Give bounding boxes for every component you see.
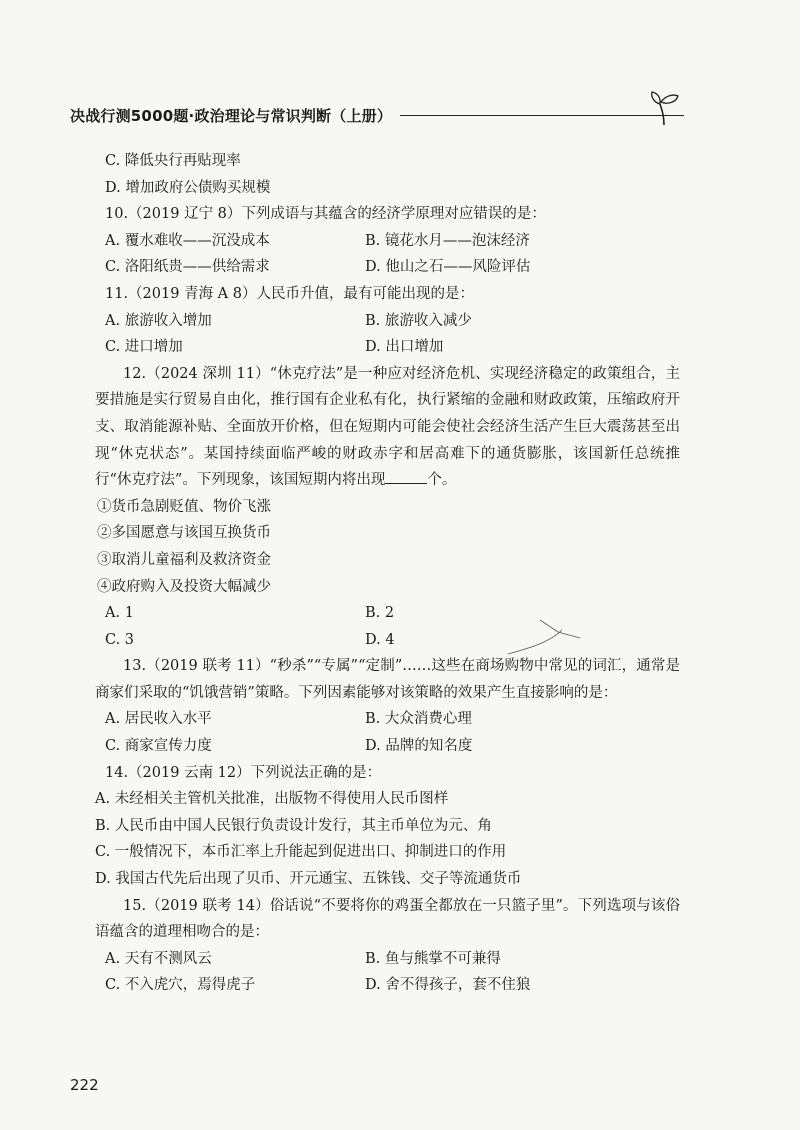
q15-options-row2 [95,972,680,999]
q14-stem: 14.（2019 云南 12）下列说法正确的是： [105,764,382,781]
q15-option-a: A. 天有不测风云 [105,950,212,967]
q12-item-4: ④政府购入及投资大幅减少 [97,578,271,595]
q15-options-row1 [95,946,680,973]
q11-option-b: B. 旅游收入减少 [365,312,472,329]
q12-item-1: ①货币急剧贬值、物价飞涨 [97,498,271,515]
q15-option-b: B. 鱼与熊掌不可兼得 [365,950,501,967]
pencil-mark [500,612,590,662]
q12-stem [95,361,680,494]
q11-stem: 11.（2019 青海 A 8）人民币升值，最有可能出现的是： [105,285,474,302]
q10-options-row2 [95,254,680,281]
q11-options-row1 [95,308,680,335]
q12-option-c: C. 3 [105,631,135,648]
running-header [70,100,690,130]
q10-options-row1 [95,228,680,255]
q12-option-b: B. 2 [365,605,395,622]
q11-option-a: A. 旅游收入增加 [105,312,212,329]
page-body [95,148,680,999]
q13-options-row1 [95,706,680,733]
q12-option-d: D. 4 [365,631,395,648]
q10-option-c: C. 洛阳纸贵——供给需求 [105,259,270,276]
q12-option-a: A. 1 [105,605,134,622]
q12-options-row1 [95,600,680,627]
q9-option-d: D. 增加政府公债购买规模 [105,179,271,196]
q10-option-b: B. 镜花水月——泡沫经济 [365,232,530,249]
q12-stem-end: 个。 [427,472,457,489]
answer-blank [385,469,427,484]
q12-item-3: ③取消儿童福利及救济资金 [97,551,271,568]
q10-option-a: A. 覆水难收——沉没成本 [105,232,270,249]
book-title: 决战行测5000题·政治理论与常识判断（上册） [70,106,393,125]
q11-option-c: C. 进口增加 [105,339,183,356]
q13-option-c: C. 商家宣传力度 [105,738,212,755]
q12-item-2: ②多国愿意与该国互换货币 [97,525,271,542]
q15-option-d: D. 舍不得孩子，套不住狼 [365,977,531,994]
sprout-icon [650,90,680,126]
q9-option-c: C. 降低央行再贴现率 [105,153,241,169]
q13-option-d: D. 品牌的知名度 [365,738,473,755]
q15-stem: 15.（2019 联考 14）俗话说“不要将你的鸡蛋全都放在一只篮子里”。下列选项与该俗语蕴含的道理相吻合的是： [95,897,680,941]
header-rule [400,115,684,116]
q14-option-b: B. 人民币由中国人民银行负责设计发行，其主币单位为元、角 [95,817,492,834]
q15-option-c: C. 不入虎穴，焉得虎子 [105,977,256,994]
q13-stem: 13.（2019 联考 11）“秒杀”“专属”“定制”……这些在商场购物中常见的词汇，通常是商家们采取的“饥饿营销”策略。下列因素能够对该策略的效果产生直接影响的是： [95,658,680,701]
q12-stem-text: 12.（2024 深圳 11）“休克疗法”是一种应对经济危机、实现经济稳定的政策组合，主要措施是实行贸易自由化，推行国有企业私有化，执行紧缩的金融和财政政策，压缩政府开支、取消能源补贴、全面放开价格，但在短期内可能会使社会经济生活产生巨大震荡甚至出现“休克状态”。某国持续面临严峻的财政赤字和居高难下的通货膨胀，该国新任总统推行“休克疗法”。下列现象，该国短期内将出现 [95,365,680,489]
q10-stem: 10.（2019 辽宁 8）下列成语与其蕴含的经济学原理对应错误的是： [105,206,546,223]
page-number: 222 [70,1076,99,1094]
q11-option-d: D. 出口增加 [365,339,444,356]
q13-option-b: B. 大众消费心理 [365,711,472,728]
q13-options-row2 [95,733,680,760]
q14-option-c: C. 一般情况下，本币汇率上升能起到促进出口、抑制进口的作用 [95,844,507,861]
q13-option-a: A. 居民收入水平 [105,711,212,728]
q10-option-d: D. 他山之石——风险评估 [365,259,531,276]
q14-option-a: A. 未经相关主管机关批准，出版物不得使用人民币图样 [95,791,449,808]
q14-option-d: D. 我国古代先后出现了贝币、开元通宝、五铢钱、交子等流通货币 [95,871,522,888]
q11-options-row2 [95,334,680,361]
q12-options-row2 [95,627,680,654]
